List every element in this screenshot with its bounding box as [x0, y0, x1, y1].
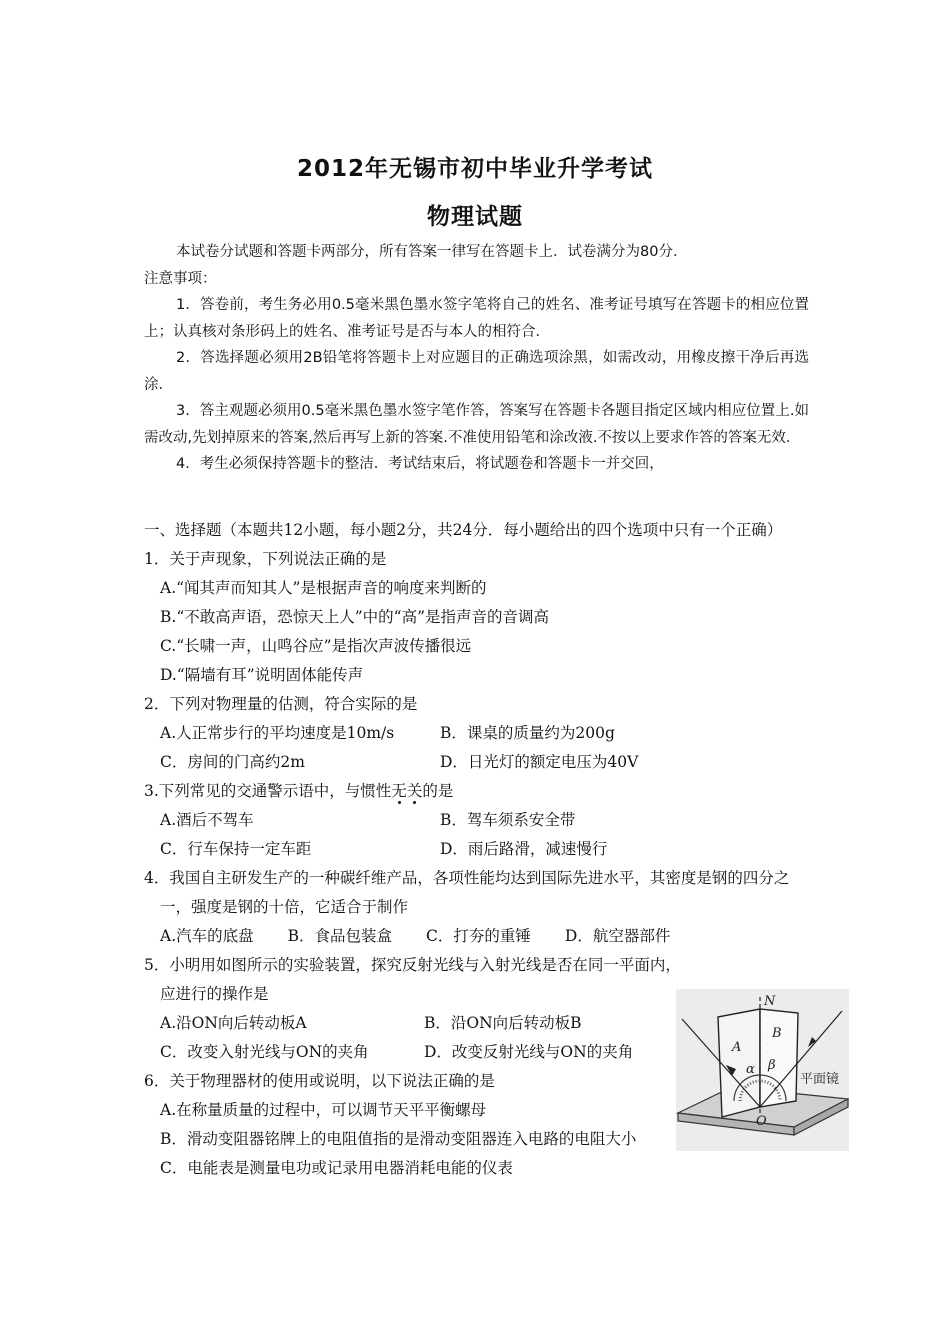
- label-b: B: [772, 1026, 782, 1041]
- question-5-option-d: D．改变反射光线与ON的夹角: [424, 1043, 634, 1061]
- question-2-options-row-1: [144, 719, 809, 748]
- label-n: N: [764, 994, 776, 1009]
- question-2-option-d: D．日光灯的额定电压为40V: [440, 753, 639, 771]
- question-5-option-b: B．沿ON向后转动板B: [424, 1014, 582, 1032]
- question-3-options-row-1: [144, 806, 809, 835]
- label-a: A: [732, 1040, 742, 1055]
- question-2-option-a: A.人正常步行的平均速度是10m/s: [160, 724, 395, 742]
- notes-item: 1．答卷前，考生务必用0.5毫米黑色墨水签字笔将自己的姓名、准考证号填写在答题卡的相应位置上；认真核对条形码上的姓名、准考证号是否与本人的相符合．: [144, 297, 809, 340]
- question-2-options-row-2: [144, 748, 809, 777]
- question-4-option-a: A.汽车的底盘: [160, 927, 254, 945]
- exam-subtitle: 物理试题: [427, 204, 523, 230]
- section-heading: 一、选择题（本题共12小题，每小题2分，共24分．每小题给出的四个选项中只有一个正确）: [144, 521, 783, 539]
- question-1-option-c: C.“长啸一声，山鸣谷应”是指次声波传播很远: [160, 637, 472, 655]
- question-6-option-b: B．滑动变阻器铭牌上的电阻值指的是滑动变阻器连入电路的电阻大小: [160, 1130, 637, 1148]
- reflection-experiment-figure: [676, 989, 849, 1151]
- question-5-option-a: A.沿ON向后转动板A: [160, 1014, 307, 1032]
- label-o: O: [756, 1114, 767, 1129]
- question-4-option-d: D．航空器部件: [564, 927, 671, 945]
- notes-item: 4．考生必须保持答题卡的整洁．考试结束后，将试题卷和答题卡一并交回，: [176, 456, 664, 472]
- question-5-option-c: C．改变入射光线与ON的夹角: [160, 1043, 369, 1061]
- question-1-option-a: A.“闻其声而知其人”是根据声音的响度来判断的: [160, 579, 487, 597]
- emphasis-mark: 关: [406, 782, 423, 800]
- question-3-options-row-2: [144, 835, 809, 864]
- question-2-option-c: C．房间的门高约2m: [160, 753, 305, 771]
- question-6-option-c: C．电能表是测量电功或记录用电器消耗电能的仪表: [160, 1159, 513, 1177]
- question-4-options-row: [144, 922, 809, 951]
- question-5-stem: 5．小明用如图所示的实验装置，探究反射光线与入射光线是否在同一平面内，应进行的操作是: [144, 956, 681, 1003]
- label-beta: β: [768, 1058, 776, 1073]
- question-3-stem-post: 的是: [422, 782, 454, 800]
- question-3-option-a: A.酒后不驾车: [160, 811, 254, 829]
- question-4-stem: 4．我国自主研发生产的一种碳纤维产品，各项性能均达到国际先进水平，其密度是钢的四分之一，强度是钢的十倍，它适合于制作: [144, 869, 790, 916]
- question-1-stem: 1．关于声现象，下列说法正确的是: [144, 550, 387, 568]
- question-3-option-c: C．行车保持一定车距: [160, 840, 312, 858]
- question-3-option-d: D．雨后路滑，减速慢行: [440, 840, 608, 858]
- question-3-stem-pre: 3.下列常见的交通警示语中，与惯性: [144, 782, 392, 800]
- question-3-option-b: B．驾车须系安全带: [440, 811, 576, 829]
- question-4-option-c: C．打夯的重锤: [426, 927, 531, 945]
- notes-heading: 注意事项：: [144, 270, 217, 287]
- board-b: [760, 1009, 798, 1107]
- label-alpha: α: [746, 1062, 755, 1077]
- question-4-option-b: B．食品包装盒: [287, 927, 393, 945]
- question-6-option-a: A.在称量质量的过程中，可以调节天平平衡螺母: [160, 1101, 487, 1119]
- notes-item: 3．答主观题必须用0.5毫米黑色墨水签字笔作答，答案写在答题卡各题目指定区域内相应位置上.如需改动,先划掉原来的答案,然后再写上新的答案.不准使用铅笔和涂改液.不按以上要求作答的答案无效．: [144, 403, 809, 446]
- label-mirror: 平面镜: [800, 1072, 840, 1087]
- exam-notes: [144, 239, 809, 478]
- question-2-option-b: B．课桌的质量约为200g: [440, 724, 615, 742]
- question-1-option-d: D.“隔墙有耳”说明固体能传声: [160, 666, 364, 684]
- question-6-stem: 6．关于物理器材的使用或说明，以下说法正确的是: [144, 1072, 495, 1090]
- emphasis-mark: 无: [391, 782, 407, 800]
- question-1-option-b: B.“不敢高声语，恐惊天上人”中的“高”是指声音的音调高: [160, 608, 550, 626]
- question-3-stem: [144, 777, 809, 806]
- reflection-diagram: [676, 989, 849, 1151]
- notes-item: 2．答选择题必须用2B铅笔将答题卡上对应题目的正确选项涂黑，如需改动，用橡皮擦干净后再选涂．: [144, 350, 809, 393]
- exam-title: 2012年无锡市初中毕业升学考试: [296, 156, 653, 182]
- notes-intro: 本试卷分试题和答题卡两部分，所有答案一律写在答题卡上．试卷满分为80分．: [176, 244, 688, 260]
- question-2-stem: 2．下列对物理量的估测，符合实际的是: [144, 695, 418, 713]
